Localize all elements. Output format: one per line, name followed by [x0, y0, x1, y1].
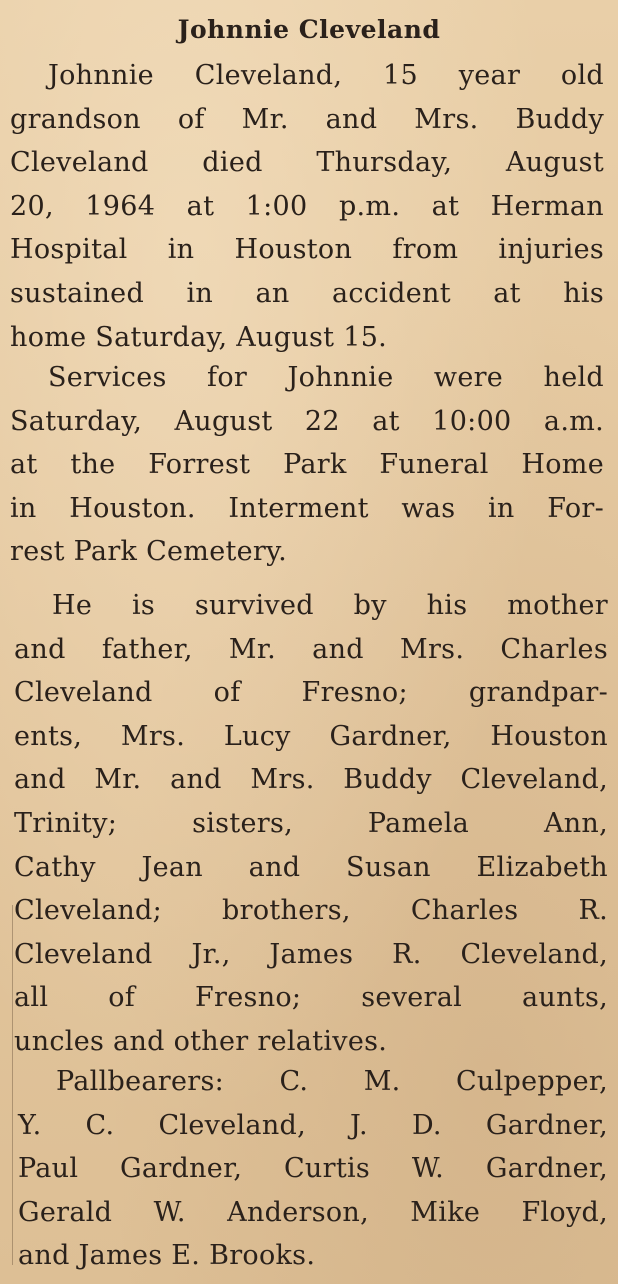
text-line: at the Forrest Park Funeral Home — [10, 449, 604, 481]
text-line: Y. C. Cleveland, J. D. Gardner, — [18, 1109, 608, 1141]
text-line: Cleveland Jr., James R. Cleveland, — [14, 938, 608, 970]
text-line: Cathy Jean and Susan Elizabeth — [14, 851, 608, 883]
text-line: He is survived by his mother — [52, 590, 608, 621]
text-line: uncles and other relatives. — [14, 1025, 388, 1057]
text-line: rest Park Cemetery. — [10, 536, 287, 568]
text-line: Saturday, August 22 at 10:00 a.m. — [10, 405, 604, 437]
article-paragraph-1 — [10, 54, 604, 359]
text-line: Cleveland; brothers, Charles R. — [14, 895, 608, 927]
text-line: sustained in an accident at his — [10, 277, 604, 309]
text-line: Pallbearers: C. M. Culpepper, — [56, 1066, 608, 1097]
article-headline: Johnnie Cleveland — [177, 15, 441, 44]
text-line: 20, 1964 at 1:00 p.m. at Herman — [10, 190, 604, 222]
fold-crease — [12, 905, 13, 1265]
text-line: in Houston. Interment was in For- — [10, 492, 604, 524]
text-line: Trinity; sisters, Pamela Ann, — [14, 807, 608, 839]
text-line: Cleveland died Thursday, August — [10, 147, 604, 179]
text-line: Cleveland of Fresno; grandpar- — [14, 677, 608, 709]
article-paragraph-3 — [14, 584, 608, 1064]
text-line: all of Fresno; several aunts, — [14, 982, 608, 1014]
text-line: home Saturday, August 15. — [10, 321, 388, 353]
text-line: Gerald W. Anderson, Mike Floyd, — [18, 1196, 608, 1228]
article-paragraph-2 — [10, 356, 604, 574]
text-line: grandson of Mr. and Mrs. Buddy — [10, 103, 604, 135]
text-line: Hospital in Houston from injuries — [10, 234, 604, 266]
text-line: and Mr. and Mrs. Buddy Cleveland, — [14, 764, 608, 796]
text-line: and father, Mr. and Mrs. Charles — [14, 633, 608, 665]
text-line: and James E. Brooks. — [18, 1240, 316, 1272]
text-line: Johnnie Cleveland, 15 year old — [48, 60, 604, 91]
text-line: Paul Gardner, Curtis W. Gardner, — [18, 1153, 608, 1185]
text-line: Services for Johnnie were held — [48, 362, 604, 393]
text-line: ents, Mrs. Lucy Gardner, Houston — [14, 720, 608, 752]
article-paragraph-4 — [18, 1060, 608, 1278]
